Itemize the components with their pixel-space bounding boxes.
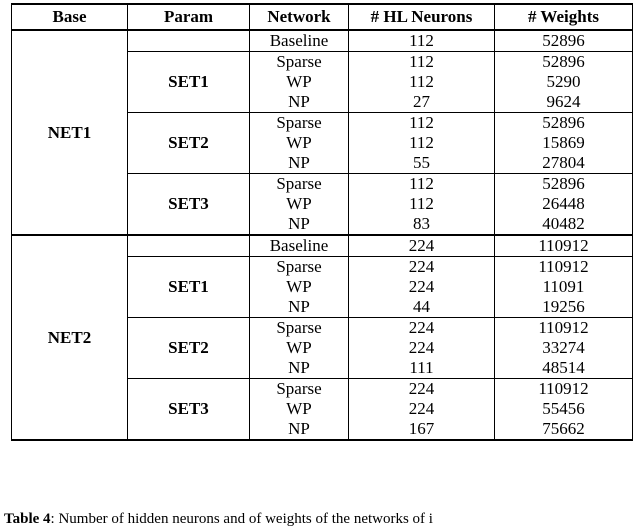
cell-param: SET2 [128, 113, 250, 174]
cell-hl-neurons: 112 [349, 113, 495, 134]
table-header-row [12, 4, 633, 30]
header-network: Network [250, 4, 349, 30]
cell-weights: 26448 [495, 194, 633, 214]
cell-weights: 75662 [495, 419, 633, 440]
cell-network: NP [250, 297, 349, 318]
cell-hl-neurons: 112 [349, 30, 495, 52]
cell-network: WP [250, 338, 349, 358]
cell-network: WP [250, 277, 349, 297]
cell-weights: 19256 [495, 297, 633, 318]
cell-hl-neurons: 224 [349, 318, 495, 339]
cell-hl-neurons: 27 [349, 92, 495, 113]
cell-hl-neurons: 112 [349, 72, 495, 92]
cell-network: WP [250, 194, 349, 214]
cell-base: NET2 [12, 235, 128, 440]
cell-weights: 9624 [495, 92, 633, 113]
cell-hl-neurons: 224 [349, 399, 495, 419]
cell-network: NP [250, 358, 349, 379]
cell-hl-neurons: 167 [349, 419, 495, 440]
cell-param: SET1 [128, 257, 250, 318]
cell-weights: 110912 [495, 379, 633, 400]
network-size-table [11, 3, 633, 441]
cell-weights: 52896 [495, 113, 633, 134]
cell-network: Sparse [250, 113, 349, 134]
cell-param-empty [128, 30, 250, 52]
cell-network: Sparse [250, 52, 349, 73]
cell-param: SET2 [128, 318, 250, 379]
cell-network: Baseline [250, 30, 349, 52]
cell-weights: 110912 [495, 318, 633, 339]
cell-hl-neurons: 112 [349, 52, 495, 73]
cell-network: NP [250, 92, 349, 113]
cell-network: Sparse [250, 257, 349, 278]
cell-param: SET3 [128, 379, 250, 441]
table-body [12, 30, 633, 440]
cell-hl-neurons: 112 [349, 194, 495, 214]
cell-network: NP [250, 214, 349, 235]
cell-network: WP [250, 72, 349, 92]
cell-weights: 27804 [495, 153, 633, 174]
cell-network: WP [250, 133, 349, 153]
cell-weights: 55456 [495, 399, 633, 419]
header-weights: # Weights [495, 4, 633, 30]
cell-weights: 48514 [495, 358, 633, 379]
cell-weights: 5290 [495, 72, 633, 92]
cell-hl-neurons: 224 [349, 379, 495, 400]
table-row [12, 235, 633, 257]
header-base: Base [12, 4, 128, 30]
caption-text: : Number of hidden neurons and of weights of the networks of i [50, 511, 433, 527]
cell-network: NP [250, 419, 349, 440]
cell-weights: 52896 [495, 30, 633, 52]
cell-param: SET1 [128, 52, 250, 113]
cell-network: Sparse [250, 379, 349, 400]
cell-weights: 15869 [495, 133, 633, 153]
cell-param: SET3 [128, 174, 250, 236]
cell-network: WP [250, 399, 349, 419]
cell-hl-neurons: 44 [349, 297, 495, 318]
cell-network: NP [250, 153, 349, 174]
cell-hl-neurons: 112 [349, 133, 495, 153]
table-caption [4, 510, 640, 528]
cell-weights: 11091 [495, 277, 633, 297]
header-param: Param [128, 4, 250, 30]
header-hl-neurons: # HL Neurons [349, 4, 495, 30]
cell-hl-neurons: 224 [349, 277, 495, 297]
cell-network: Sparse [250, 174, 349, 195]
cell-hl-neurons: 112 [349, 174, 495, 195]
cell-weights: 40482 [495, 214, 633, 235]
cell-weights: 52896 [495, 174, 633, 195]
cell-weights: 52896 [495, 52, 633, 73]
cell-param-empty [128, 235, 250, 257]
caption-label: Table 4 [4, 511, 51, 527]
cell-hl-neurons: 224 [349, 257, 495, 278]
cell-hl-neurons: 111 [349, 358, 495, 379]
cell-weights: 110912 [495, 257, 633, 278]
table-row [12, 30, 633, 52]
cell-weights: 110912 [495, 235, 633, 257]
cell-hl-neurons: 83 [349, 214, 495, 235]
cell-network: Sparse [250, 318, 349, 339]
cell-hl-neurons: 55 [349, 153, 495, 174]
results-table-container [11, 3, 632, 441]
cell-network: Baseline [250, 235, 349, 257]
cell-base: NET1 [12, 30, 128, 235]
cell-hl-neurons: 224 [349, 235, 495, 257]
cell-hl-neurons: 224 [349, 338, 495, 358]
cell-weights: 33274 [495, 338, 633, 358]
